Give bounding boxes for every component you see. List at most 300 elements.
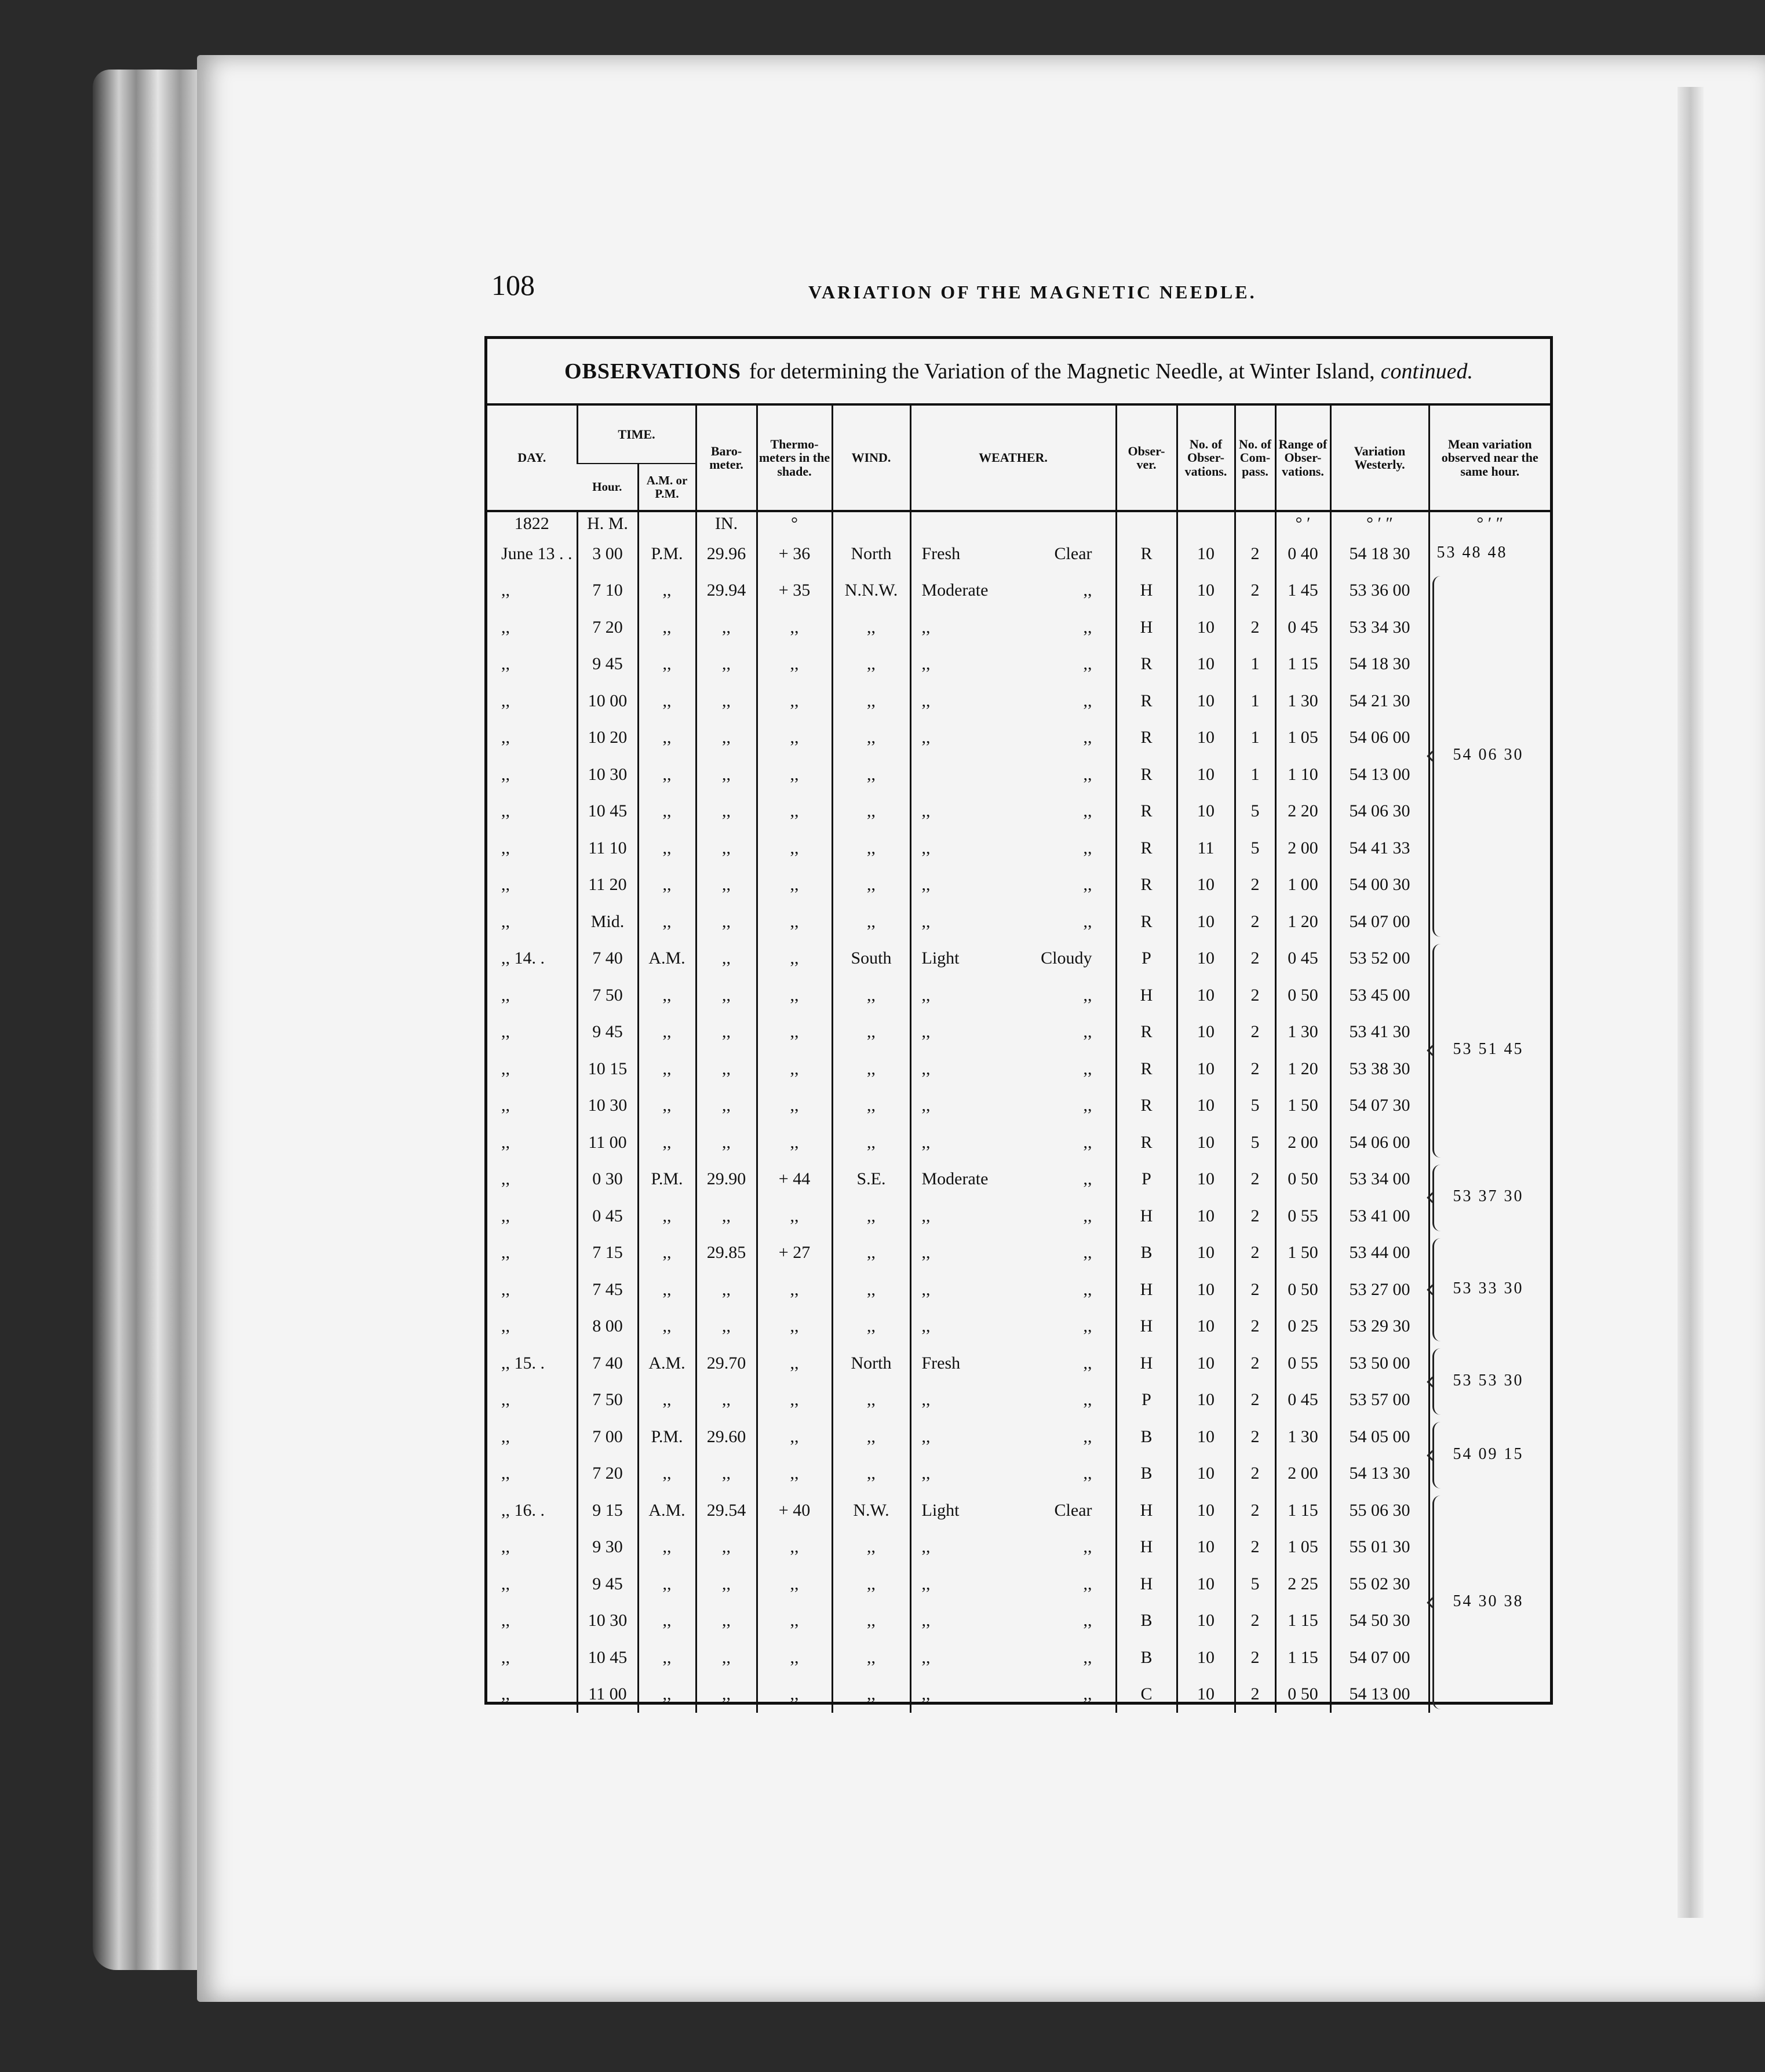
header-time: TIME.	[577, 406, 696, 464]
observer-cell: R	[1116, 867, 1177, 904]
hour-cell: 0 45	[577, 1198, 638, 1235]
num-observations-cell: 10	[1177, 867, 1235, 904]
mean-cell	[1429, 1418, 1550, 1463]
header-num-observations: No. of Obser- vations.	[1177, 406, 1235, 511]
wind-cell: ,,	[832, 1308, 910, 1345]
weather-wind-strength: Light	[921, 1500, 960, 1520]
units-inches: IN.	[696, 511, 757, 535]
ampm-cell: ,,	[638, 1124, 696, 1161]
observer-cell: H	[1116, 977, 1177, 1014]
weather-sky: ,,	[1083, 838, 1092, 858]
weather-wind-strength: ,,	[921, 1206, 931, 1225]
hour-cell: 10 45	[577, 793, 638, 830]
variation-cell: 54 06 30	[1330, 793, 1429, 830]
weather-wind-strength: ,,	[921, 691, 931, 710]
thermometer-cell: ,,	[757, 1014, 832, 1051]
observer-cell: B	[1116, 1235, 1177, 1272]
wind-cell: N.N.W.	[832, 572, 910, 610]
hour-cell: 9 45	[577, 1014, 638, 1051]
weather-sky: ,,	[1083, 1096, 1092, 1115]
barometer-cell: 29.85	[696, 1235, 757, 1272]
wind-cell: ,,	[832, 977, 910, 1014]
num-observations-cell: 10	[1177, 720, 1235, 757]
mean-cell	[1429, 1050, 1550, 1088]
weather-wind-strength: ,,	[921, 875, 931, 895]
num-observations-cell: 10	[1177, 1014, 1235, 1051]
observer-cell: R	[1116, 683, 1177, 720]
day-cell: ,,	[501, 1316, 510, 1336]
barometer-cell: ,,	[696, 977, 757, 1014]
num-observations-cell: 11	[1177, 830, 1235, 867]
units-variation-marks: ° ′ ″	[1330, 511, 1429, 535]
weather-sky: ,,	[1083, 911, 1092, 931]
num-compass-cell: 2	[1235, 1603, 1275, 1640]
weather-sky: Clear	[1054, 1500, 1092, 1520]
weather-cell	[910, 1088, 1116, 1125]
units-blank	[1116, 511, 1177, 535]
variation-cell: 53 57 00	[1330, 1382, 1429, 1419]
thermometer-cell: ,,	[757, 1455, 832, 1493]
weather-wind-strength: ,,	[921, 1279, 931, 1299]
data-table	[487, 406, 1550, 1713]
day-cell: ,,	[501, 1684, 510, 1704]
mean-variation-value: 53 51 45	[1453, 1040, 1524, 1058]
ampm-cell: ,,	[638, 1271, 696, 1308]
hour-cell: 7 20	[577, 609, 638, 646]
observer-cell: H	[1116, 1308, 1177, 1345]
num-observations-cell: 10	[1177, 609, 1235, 646]
header-wind: WIND.	[832, 406, 910, 511]
weather-wind-strength: ,,	[921, 1537, 931, 1557]
num-compass-cell: 5	[1235, 830, 1275, 867]
variation-cell: 54 07 00	[1330, 903, 1429, 940]
table-row	[487, 1050, 1550, 1088]
num-observations-cell: 10	[1177, 1345, 1235, 1382]
day-cell: ,,	[501, 1279, 510, 1299]
table-row	[487, 609, 1550, 646]
weather-wind-strength: ,,	[921, 617, 931, 637]
header-ampm: A.M. or P.M.	[638, 464, 696, 511]
units-blank	[1177, 511, 1235, 535]
num-observations-cell: 10	[1177, 1455, 1235, 1493]
barometer-cell: ,,	[696, 1014, 757, 1051]
day-cell: ,, 15. .	[501, 1353, 545, 1373]
thermometer-cell: ,,	[757, 977, 832, 1014]
num-observations-cell: 10	[1177, 1382, 1235, 1419]
weather-sky: ,,	[1083, 985, 1092, 1005]
num-compass-cell: 1	[1235, 646, 1275, 683]
weather-cell	[910, 940, 1116, 977]
thermometer-cell: ,,	[757, 1676, 832, 1713]
variation-cell: 54 21 30	[1330, 683, 1429, 720]
num-compass-cell: 2	[1235, 1271, 1275, 1308]
table-row	[487, 1455, 1550, 1493]
weather-cell	[910, 1345, 1116, 1382]
observer-cell: R	[1116, 1088, 1177, 1125]
units-range-marks: ° ′	[1275, 511, 1330, 535]
num-compass-cell: 2	[1235, 1308, 1275, 1345]
weather-sky: ,,	[1083, 1279, 1092, 1299]
mean-cell	[1429, 572, 1550, 764]
hour-cell: 10 30	[577, 1088, 638, 1125]
wind-cell: ,,	[832, 609, 910, 646]
weather-wind-strength: ,,	[921, 1611, 931, 1630]
observer-cell: R	[1116, 756, 1177, 793]
variation-cell: 54 13 30	[1330, 1455, 1429, 1493]
barometer-cell: 29.60	[696, 1418, 757, 1455]
range-cell: 1 15	[1275, 646, 1330, 683]
wind-cell: ,,	[832, 830, 910, 867]
weather-cell	[910, 903, 1116, 940]
hour-cell: 7 40	[577, 1345, 638, 1382]
hour-cell: 7 50	[577, 1382, 638, 1419]
weather-sky: ,,	[1083, 1206, 1092, 1225]
hour-cell: 7 40	[577, 940, 638, 977]
table-row	[487, 1418, 1550, 1455]
num-observations-cell: 10	[1177, 977, 1235, 1014]
mean-cell	[1429, 1455, 1550, 1493]
mean-cell	[1429, 1235, 1550, 1297]
num-compass-cell: 2	[1235, 1529, 1275, 1566]
range-cell: 0 45	[1275, 1382, 1330, 1419]
weather-cell	[910, 1308, 1116, 1345]
mean-cell	[1429, 1088, 1550, 1125]
barometer-cell: ,,	[696, 1088, 757, 1125]
thermometer-cell: ,,	[757, 1088, 832, 1125]
num-compass-cell: 2	[1235, 1161, 1275, 1198]
weather-sky: ,,	[1083, 1611, 1092, 1630]
wind-cell: ,,	[832, 903, 910, 940]
hour-cell: Mid.	[577, 903, 638, 940]
range-cell: 2 00	[1275, 830, 1330, 867]
weather-sky: ,,	[1083, 1169, 1092, 1189]
day-cell: ,, 16. .	[501, 1500, 545, 1520]
range-cell: 1 50	[1275, 1088, 1330, 1125]
page-gutter	[1678, 87, 1704, 1918]
observer-cell: H	[1116, 1198, 1177, 1235]
mean-cell	[1429, 1271, 1550, 1308]
table-row	[487, 1639, 1550, 1676]
mean-cell	[1429, 1308, 1550, 1345]
num-observations-cell: 10	[1177, 756, 1235, 793]
num-compass-cell: 2	[1235, 903, 1275, 940]
day-cell: ,,	[501, 1611, 510, 1630]
header-barometer: Baro- meter.	[696, 406, 757, 511]
num-compass-cell: 2	[1235, 1639, 1275, 1676]
mean-cell	[1429, 646, 1550, 683]
hour-cell: 10 45	[577, 1639, 638, 1676]
units-blank	[832, 511, 910, 535]
ampm-cell: ,,	[638, 1235, 696, 1272]
wind-cell: South	[832, 940, 910, 977]
observer-cell: P	[1116, 940, 1177, 977]
variation-cell: 54 18 30	[1330, 535, 1429, 572]
hour-cell: 9 15	[577, 1492, 638, 1529]
header-weather: WEATHER.	[910, 406, 1116, 511]
num-compass-cell: 2	[1235, 1382, 1275, 1419]
wind-cell: ,,	[832, 1198, 910, 1235]
mean-variation-value: 54 09 15	[1453, 1444, 1524, 1463]
thermometer-cell: + 44	[757, 1161, 832, 1198]
wind-cell: ,,	[832, 1271, 910, 1308]
observer-cell: H	[1116, 1345, 1177, 1382]
weather-wind-strength: Fresh	[921, 1353, 961, 1373]
weather-cell	[910, 830, 1116, 867]
weather-wind-strength: ,,	[921, 1390, 931, 1410]
num-compass-cell: 1	[1235, 720, 1275, 757]
barometer-cell: ,,	[696, 683, 757, 720]
day-cell: ,,	[501, 1132, 510, 1152]
mean-cell	[1429, 1124, 1550, 1161]
weather-sky: ,,	[1083, 1059, 1092, 1078]
table-row	[487, 1235, 1550, 1272]
num-observations-cell: 10	[1177, 1639, 1235, 1676]
units-blank	[638, 511, 696, 535]
variation-cell: 54 18 30	[1330, 646, 1429, 683]
wind-cell: ,,	[832, 1566, 910, 1603]
wind-cell: ,,	[832, 1124, 910, 1161]
weather-cell	[910, 1050, 1116, 1088]
hour-cell: 10 30	[577, 1603, 638, 1640]
thermometer-cell: ,,	[757, 1198, 832, 1235]
hour-cell: 11 00	[577, 1676, 638, 1713]
wind-cell: ,,	[832, 1088, 910, 1125]
weather-cell	[910, 646, 1116, 683]
thermometer-cell: ,,	[757, 1566, 832, 1603]
weather-cell	[910, 535, 1116, 572]
header-range: Range of Obser- vations.	[1275, 406, 1330, 511]
range-cell: 1 30	[1275, 683, 1330, 720]
weather-cell	[910, 977, 1116, 1014]
hour-cell: 10 30	[577, 756, 638, 793]
num-observations-cell: 10	[1177, 1088, 1235, 1125]
weather-wind-strength: ,,	[921, 1316, 931, 1336]
variation-cell: 53 41 30	[1330, 1014, 1429, 1051]
table-body	[487, 511, 1550, 1713]
mean-cell	[1429, 830, 1550, 867]
num-observations-cell: 10	[1177, 1235, 1235, 1272]
table-title	[487, 339, 1550, 406]
range-cell: 1 30	[1275, 1418, 1330, 1455]
weather-wind-strength: ,,	[921, 838, 931, 858]
weather-wind-strength: ,,	[921, 1574, 931, 1593]
ampm-cell: ,,	[638, 1050, 696, 1088]
num-observations-cell: 10	[1177, 1529, 1235, 1566]
range-cell: 1 15	[1275, 1639, 1330, 1676]
ampm-cell: ,,	[638, 1088, 696, 1125]
mean-cell	[1429, 1529, 1550, 1566]
hour-cell: 7 50	[577, 977, 638, 1014]
thermometer-cell: ,,	[757, 1050, 832, 1088]
weather-cell	[910, 1124, 1116, 1161]
weather-cell	[910, 683, 1116, 720]
weather-sky: ,,	[1083, 801, 1092, 821]
range-cell: 1 20	[1275, 903, 1330, 940]
ampm-cell: P.M.	[638, 1418, 696, 1455]
hour-cell: 10 20	[577, 720, 638, 757]
range-cell: 0 25	[1275, 1308, 1330, 1345]
table-row	[487, 903, 1550, 940]
num-compass-cell: 5	[1235, 1088, 1275, 1125]
observer-cell: R	[1116, 903, 1177, 940]
variation-cell: 53 50 00	[1330, 1345, 1429, 1382]
mean-cell	[1429, 609, 1550, 646]
weather-wind-strength: ,,	[921, 985, 931, 1005]
wind-cell: ,,	[832, 1235, 910, 1272]
table-row	[487, 830, 1550, 867]
ampm-cell: ,,	[638, 1014, 696, 1051]
units-year: 1822	[514, 514, 549, 533]
mean-variation-value: 53 53 30	[1453, 1371, 1524, 1389]
weather-wind-strength: ,,	[921, 1684, 931, 1704]
thermometer-cell: ,,	[757, 867, 832, 904]
range-cell: 1 30	[1275, 1014, 1330, 1051]
weather-wind-strength: ,,	[921, 911, 931, 931]
num-compass-cell: 2	[1235, 572, 1275, 610]
table-row	[487, 720, 1550, 757]
mean-variation-value: 53 37 30	[1453, 1187, 1524, 1205]
table-title-lead: OBSERVATIONS	[564, 359, 741, 384]
ampm-cell: ,,	[638, 1676, 696, 1713]
mean-cell	[1429, 1603, 1550, 1640]
thermometer-cell: ,,	[757, 1529, 832, 1566]
weather-cell	[910, 793, 1116, 830]
observer-cell: B	[1116, 1639, 1177, 1676]
num-observations-cell: 10	[1177, 1566, 1235, 1603]
weather-cell	[910, 1603, 1116, 1640]
mean-variation-value: 54 06 30	[1453, 746, 1524, 764]
range-cell: 0 45	[1275, 940, 1330, 977]
mean-cell	[1429, 1198, 1550, 1235]
num-compass-cell: 2	[1235, 1050, 1275, 1088]
table-row	[487, 572, 1550, 610]
variation-cell: 53 34 00	[1330, 1161, 1429, 1198]
table-row	[487, 977, 1550, 1014]
num-compass-cell: 2	[1235, 609, 1275, 646]
table-row	[487, 1161, 1550, 1198]
variation-cell: 53 41 00	[1330, 1198, 1429, 1235]
ampm-cell: ,,	[638, 867, 696, 904]
thermometer-cell: + 35	[757, 572, 832, 610]
num-observations-cell: 10	[1177, 572, 1235, 610]
range-cell: 1 50	[1275, 1235, 1330, 1272]
observer-cell: R	[1116, 830, 1177, 867]
day-cell: ,,	[501, 1206, 510, 1225]
day-cell: ,,	[501, 838, 510, 858]
variation-cell: 53 34 30	[1330, 609, 1429, 646]
mean-cell	[1429, 867, 1550, 904]
units-hm: H. M.	[577, 511, 638, 535]
day-cell: ,,	[501, 691, 510, 710]
hour-cell: 9 45	[577, 1566, 638, 1603]
day-cell: ,,	[501, 875, 510, 895]
thermometer-cell: ,,	[757, 793, 832, 830]
num-observations-cell: 10	[1177, 1308, 1235, 1345]
barometer-cell: ,,	[696, 720, 757, 757]
num-observations-cell: 10	[1177, 1492, 1235, 1529]
mean-cell	[1429, 1345, 1550, 1389]
table-row	[487, 1345, 1550, 1382]
variation-cell: 53 27 00	[1330, 1271, 1429, 1308]
wind-cell: ,,	[832, 867, 910, 904]
ampm-cell: ,,	[638, 1603, 696, 1640]
thermometer-cell: ,,	[757, 1382, 832, 1419]
day-cell: ,,	[501, 1427, 510, 1446]
variation-cell: 54 05 00	[1330, 1418, 1429, 1455]
range-cell: 0 50	[1275, 1271, 1330, 1308]
variation-cell: 55 06 30	[1330, 1492, 1429, 1529]
ampm-cell: ,,	[638, 756, 696, 793]
wind-cell: ,,	[832, 646, 910, 683]
ampm-cell: ,,	[638, 793, 696, 830]
num-compass-cell: 2	[1235, 940, 1275, 977]
barometer-cell: ,,	[696, 646, 757, 683]
range-cell: 1 15	[1275, 1492, 1330, 1529]
variation-cell: 53 44 00	[1330, 1235, 1429, 1272]
num-observations-cell: 10	[1177, 1418, 1235, 1455]
day-cell: ,,	[501, 985, 510, 1005]
mean-cell	[1429, 793, 1550, 830]
weather-sky: ,,	[1083, 1427, 1092, 1446]
table-title-continued: continued.	[1380, 359, 1473, 384]
mean-cell	[1429, 1161, 1550, 1205]
day-cell: ,, 14. .	[501, 949, 545, 968]
weather-cell	[910, 1014, 1116, 1051]
weather-wind-strength: ,,	[921, 801, 931, 821]
weather-sky: ,,	[1083, 764, 1092, 784]
thermometer-cell: + 27	[757, 1235, 832, 1272]
observations-table	[484, 336, 1553, 1705]
day-cell: ,,	[501, 1390, 510, 1410]
weather-sky: ,,	[1083, 617, 1092, 637]
barometer-cell: 29.96	[696, 535, 757, 572]
day-cell: ,,	[501, 911, 510, 931]
weather-wind-strength: ,,	[921, 1059, 931, 1078]
observer-cell: R	[1116, 793, 1177, 830]
range-cell: 2 00	[1275, 1455, 1330, 1493]
num-compass-cell: 2	[1235, 867, 1275, 904]
ampm-cell: ,,	[638, 903, 696, 940]
wind-cell: North	[832, 535, 910, 572]
header-num-compass: No. of Com- pass.	[1235, 406, 1275, 511]
num-observations-cell: 10	[1177, 1124, 1235, 1161]
num-compass-cell: 2	[1235, 1345, 1275, 1382]
barometer-cell: ,,	[696, 1124, 757, 1161]
mean-cell	[1429, 903, 1550, 940]
num-observations-cell: 10	[1177, 903, 1235, 940]
mean-cell	[1429, 1492, 1550, 1610]
units-degree: °	[757, 511, 832, 535]
day-cell: ,,	[501, 1022, 510, 1042]
barometer-cell: ,,	[696, 1382, 757, 1419]
wind-cell: ,,	[832, 1639, 910, 1676]
weather-wind-strength: ,,	[921, 1464, 931, 1483]
running-head: VARIATION OF THE MAGNETIC NEEDLE.	[808, 282, 1257, 302]
weather-sky: ,,	[1083, 1574, 1092, 1593]
barometer-cell: ,,	[696, 1676, 757, 1713]
hour-cell: 11 20	[577, 867, 638, 904]
header-variation: Variation Westerly.	[1330, 406, 1429, 511]
wind-cell: ,,	[832, 1050, 910, 1088]
variation-cell: 54 07 30	[1330, 1088, 1429, 1125]
table-row	[487, 793, 1550, 830]
variation-cell: 53 38 30	[1330, 1050, 1429, 1088]
weather-wind-strength: ,,	[921, 1096, 931, 1115]
weather-wind-strength: Fresh	[921, 543, 961, 563]
thermometer-cell: ,,	[757, 756, 832, 793]
mean-cell	[1429, 1014, 1550, 1051]
hour-cell: 9 30	[577, 1529, 638, 1566]
